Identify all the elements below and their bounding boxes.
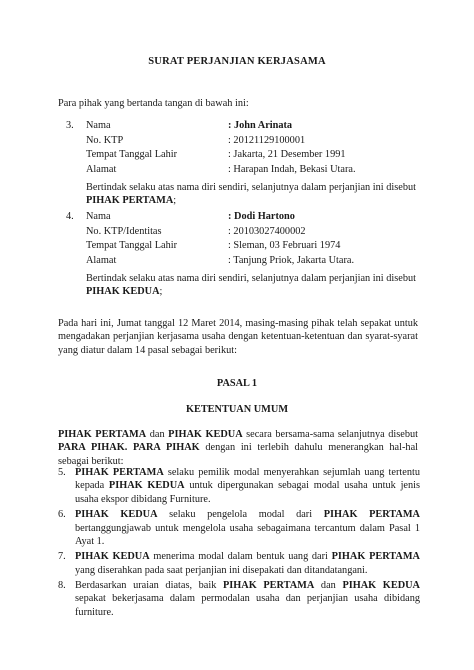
role-name: PIHAK KEDUA <box>86 286 160 298</box>
text-run: selaku pengelola modal dari <box>157 509 324 521</box>
field-label: Tempat Tanggal Lahir <box>86 149 178 160</box>
party-field-row <box>58 225 428 240</box>
party-ref: PIHAK PERTAMA <box>75 467 164 478</box>
field-label: Tempat Tanggal Lahir <box>86 240 178 251</box>
role-name: PIHAK PERTAMA <box>86 195 174 207</box>
clause-number: 5. <box>58 467 66 478</box>
document-title: SURAT PERJANJIAN KERJASAMA <box>148 56 326 67</box>
text-run: dan <box>146 429 169 440</box>
clause-item <box>58 508 420 548</box>
text-run: sepakat bekerjasama dalam permodalan usaha dan perjanjian usaha dibidang furniture. <box>75 593 420 618</box>
text-run: yang diserahkan pada saat perjanjian ini disepakati dan ditandatangani. <box>75 564 368 576</box>
party-field-row <box>58 163 428 178</box>
party-number: 3. <box>66 120 74 131</box>
field-value: : 20121129100001 <box>228 134 306 146</box>
party-field-row <box>58 134 428 149</box>
party-ref: PIHAK KEDUA <box>75 551 150 563</box>
text-run: bertanggungjawab untuk mengelola usaha sebagaimana tercantum dalam Pasal 1 Ayat 1. <box>75 522 420 547</box>
party-second <box>58 210 428 268</box>
field-value: : 20103027400002 <box>228 225 306 237</box>
field-value: : Sleman, 03 Februari 1974 <box>228 240 341 251</box>
party-field-row <box>58 239 428 254</box>
field-label: Alamat <box>86 254 117 266</box>
text-run: dengan ini terlebih dahulu menerangkan hal-hal sebagai berikut: <box>58 442 418 467</box>
text-run: menerima modal dalam bentuk uang dari <box>149 551 332 563</box>
opening-paragraph: Pada hari ini, Jumat tanggal 12 Maret 2014, masing-masing pihak telah sepakat untuk mengadakan perjanjian kerjasama usaha dengan ketentuan-ketentuan dan syarat-syarat yang diatur dalam 14 pasal sebagai berikut: <box>58 318 418 356</box>
party-second-role-statement <box>86 272 416 299</box>
party-field-row <box>58 148 428 163</box>
party-field-row <box>58 119 428 134</box>
party-ref: PIHAK KEDUA <box>108 480 185 492</box>
clause-number: 6. <box>58 509 66 521</box>
party-first <box>58 119 428 177</box>
role-statement-text: Bertindak selaku atas nama diri sendiri, selanjutnya dalam perjanjian ini disebut <box>86 182 416 193</box>
intro-text: Para pihak yang bertanda tangan di bawah ini: <box>58 98 249 109</box>
pasal-subtitle: KETENTUAN UMUM <box>185 404 289 415</box>
field-label: No. KTP <box>86 134 124 146</box>
party-ref: PIHAK PERTAMA <box>58 429 147 440</box>
party-ref: PIHAK KEDUA <box>75 509 158 521</box>
field-value: : Jakarta, 21 Desember 1991 <box>228 149 346 160</box>
party-number: 4. <box>66 211 74 222</box>
clause-item <box>58 550 420 577</box>
party-ref: PARA PIHAK. PARA PIHAK <box>58 442 200 454</box>
clause-number: 8. <box>58 580 66 591</box>
text-run: dan <box>314 580 343 591</box>
party-ref: PIHAK KEDUA <box>168 429 243 440</box>
role-statement-text: Bertindak selaku atas nama diri sendiri, selanjutnya dalam perjanjian ini disebut <box>86 273 416 284</box>
text-run: Berdasarkan uraian diatas, baik <box>75 580 223 591</box>
clause-number: 7. <box>58 551 66 563</box>
field-label: Alamat <box>86 163 117 175</box>
field-value: : Dodi Hartono <box>228 211 295 222</box>
clause-item <box>58 579 420 619</box>
party-ref: PIHAK KEDUA <box>342 580 420 591</box>
clause-list <box>58 466 420 621</box>
field-value: : Tanjung Priok, Jakarta Utara. <box>228 254 355 266</box>
party-field-row <box>58 254 428 269</box>
text-run: selaku pemilik modal menyerahkan sejumlah uang tertentu kepada <box>75 467 420 492</box>
field-label: No. KTP/Identitas <box>86 225 162 237</box>
field-label: Nama <box>86 211 111 222</box>
field-value: : Harapan Indah, Bekasi Utara. <box>228 163 356 175</box>
pasal-title: PASAL 1 <box>216 378 258 389</box>
party-ref: PIHAK PERTAMA <box>331 551 420 563</box>
text-run: secara bersama-sama selanjutnya disebut <box>242 429 418 440</box>
party-field-row <box>58 210 428 225</box>
general-provisions-paragraph <box>58 428 418 468</box>
role-suffix: ; <box>159 286 163 298</box>
text-run: untuk dipergunakan sebagai modal usaha untuk jenis usaha ekspor dibidang Furniture. <box>75 480 421 505</box>
field-value: : John Arinata <box>228 120 293 131</box>
party-first-role-statement <box>86 181 416 208</box>
role-suffix: ; <box>173 195 177 207</box>
party-ref: PIHAK PERTAMA <box>323 509 420 521</box>
party-ref: PIHAK PERTAMA <box>223 580 315 591</box>
field-label: Nama <box>86 120 111 131</box>
clause-item <box>58 466 420 506</box>
